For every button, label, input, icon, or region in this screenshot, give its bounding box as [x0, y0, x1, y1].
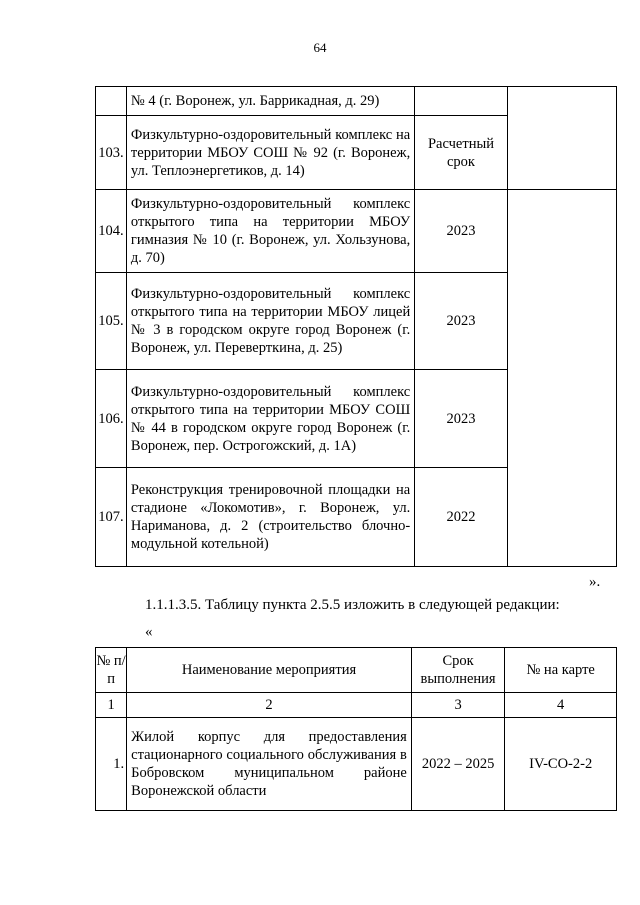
table-row [96, 87, 617, 116]
index-num: 1 [96, 693, 127, 718]
row-number: 103. [96, 116, 127, 190]
table-row [96, 190, 617, 273]
index-term: 3 [411, 693, 505, 718]
row-number: 106. [96, 370, 127, 468]
row-number: 105. [96, 273, 127, 370]
row-map [507, 87, 616, 190]
row-term: 2022 – 2025 [411, 718, 505, 811]
measures-table [95, 647, 617, 811]
row-name: Физкультурно-оздоровительный комплекс открытого типа на территории МБОУ СОШ № 44 в городском округе город Воронеж (г. Воронеж, пер. Острогожский, д. 1А) [126, 370, 414, 468]
row-name: Физкультурно-оздоровительный комплекс открытого типа на территории МБОУ гимназия № 10 (г. Воронеж, ул. Хользунова, д. 70) [126, 190, 414, 273]
row-name: Физкультурно-оздоровительный комплекс открытого типа на территории МБОУ лицей № 3 в городском округе город Воронеж (г. Воронеж, ул. Переверткина, д. 25) [126, 273, 414, 370]
row-number: 104. [96, 190, 127, 273]
row-map: IV-СО-2-2 [505, 718, 617, 811]
row-term [415, 87, 508, 116]
instruction-text: 1.1.1.3.5. Таблицу пункта 2.5.5 изложить в следующей редакции: [145, 597, 560, 613]
closing-quote: ». [589, 574, 601, 590]
row-term: Расчетный срок [415, 116, 508, 190]
row-term: 2022 [415, 468, 508, 567]
row-term: 2023 [415, 273, 508, 370]
header-num: № п/п [96, 648, 127, 693]
header-term: Срок выполнения [411, 648, 505, 693]
column-index-row [96, 693, 617, 718]
table-row [96, 718, 617, 811]
opening-quote: « [145, 624, 153, 640]
row-number: 1. [96, 718, 127, 811]
row-number [96, 87, 127, 116]
row-name: Физкультурно-оздоровительный комплекс на территории МБОУ СОШ № 92 (г. Воронеж, ул. Теплоэнергетиков, д. 14) [126, 116, 414, 190]
objects-table [95, 86, 617, 567]
row-term: 2023 [415, 370, 508, 468]
row-name: № 4 (г. Воронеж, ул. Баррикадная, д. 29) [126, 87, 414, 116]
row-map [507, 190, 616, 567]
row-number: 107. [96, 468, 127, 567]
row-term: 2023 [415, 190, 508, 273]
index-name: 2 [127, 693, 412, 718]
row-name: Жилой корпус для предоставления стационарного социального обслуживания в Бобровском муниципальном районе Воронежской области [127, 718, 412, 811]
row-name: Реконструкция тренировочной площадки на стадионе «Локомотив», г. Воронеж, ул. Нариманова, д. 2 (строительство блочно-модульной котельной) [126, 468, 414, 567]
header-name: Наименование мероприятия [127, 648, 412, 693]
table-header-row [96, 648, 617, 693]
page-number: 64 [313, 40, 327, 55]
header-map: № на карте [505, 648, 617, 693]
index-map: 4 [505, 693, 617, 718]
